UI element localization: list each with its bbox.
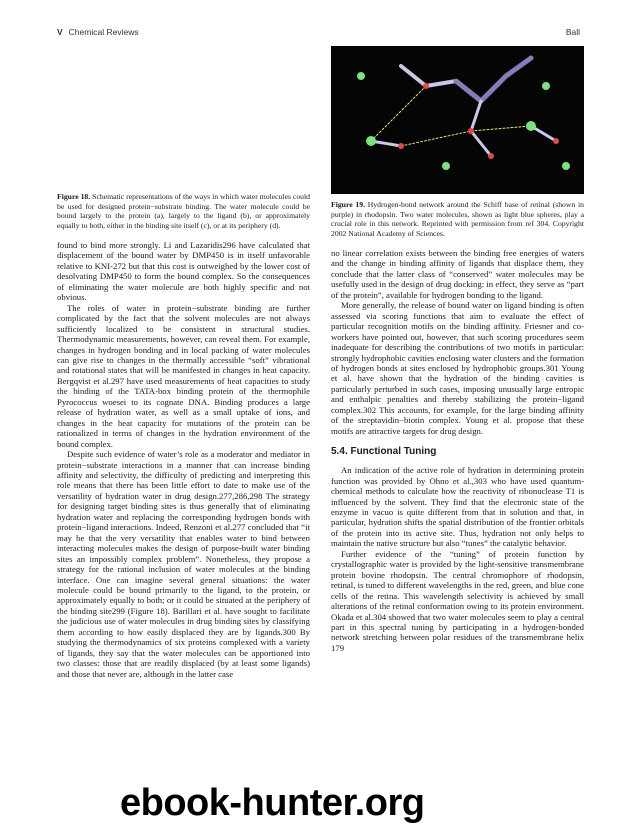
right-column — [331, 46, 584, 653]
molecular-render-icon — [331, 46, 584, 194]
paragraph: The roles of water in protein−substrate binding are further complicated by the fact that the solvent molecules are not always sufficiently localized to be consistent in structural studies. Thermodynamic measurements, however, can reveal them. For example, changes in hydrogen bonding and in local packing of water molecules can give rise to changes in the thermally accessible “soft” vibrational and rotational states that will be manifested in changes in heat capacity. Bergqvist et al.297 have used measurements of heat capacities to study the binding of the TATA-box binding protein of the thermophile Pyrococcus woesei to its cognate DNA. Binding produces a large release of hydration water, as well as a small uptake of ions, and changes in the heat capacity for mutations of the protein can be rationalized in terms of changes in the hydration environment of the bound complex. — [57, 302, 310, 449]
figure-19-caption — [331, 200, 584, 238]
figure-19-image — [331, 46, 584, 194]
figure-19-caption-text: Hydrogen-bond network around the Schiff base of retinal (shown in purple) in rhodopsin. Two water molecules, shown as light blue spheres, play a crucial role in this network. Reprinted with permission from ref 304. Copyright 2002 National Academy of Sciences. — [331, 200, 585, 238]
paragraph: Further evidence of the “tuning” of protein function by crystallographic water is provided by the light-sensitive transmembrane protein bovine rhodopsin. The central chromophore of rhodopsin, retinal, is tuned to different wavelengths in the red, green, and blue cone cells of the retina. This wavelength selectivity is achieved by small alterations of the retinal conformation owing to its protein environment. Okada et al.304 showed that two water molecules seem to play a central part in this spectral tuning by participating in a hydrogen-bonded network stretching between polar residues of the transmembrane helix 179 — [331, 548, 584, 653]
figure-19-label: Figure 19. — [331, 200, 365, 209]
paragraph: Despite such evidence of water’s role as a moderator and mediator in protein−substrate interactions in a manner that can increase binding affinity and selectivity, the difficulty of predicting and interpreting this role means that there has been little effort to date to make use of the versatility of hydration water in drug design.277,286,298 The strategy for designing target binding sites is thus generally that of eliminating hydration water and replacing the corresponding hydrogen bonds with protein−ligand interactions. Indeed, Renzoni et al.277 concluded that “it may be that the very versatility that enables water to bind between interacting molecules makes the design of purpose-built water binding sites an impossibly complex problem”. Nonetheless, they propose a strategy for the rational inclusion of water molecules at the binding interface. One can imagine several general situations: the water molecule could be bound primarily to the ligand, to the protein, or approximately equally to both; or it could be situated at the periphery of the binding site299 (Figure 18). Barillari et al. have sought to facilitate the judicious use of water molecules in drug binding sites by classifying them according to how easily displaced they are by ligands.300 By studying the thermodynamics of six proteins complexed with a variety of ligands, they say that the water molecules can be apportioned into two classes: those that are readily displaced (by at least some ligands) and those that never are, although in the latter case — [57, 449, 310, 679]
watermark: ebook-hunter.org — [120, 782, 425, 824]
paragraph: found to bind more strongly. Li and Lazaridis296 have calculated that displacement of the bound water by DMP450 is in itself unfavorable relative to KNI-272 but that this cost is outweighed by the lower cost of desolvating DMP450 to form the bound complex. So the consequences of eliminating the water molecule are both highly specific and not obvious. — [57, 240, 310, 303]
paragraph: An indication of the active role of hydration in determining protein function was provided by Ohno et al.,303 who have used quantum-chemical methods to calculate how the reactivity of ribonuclease T1 is influenced by the solvent. They find that the electronic state of the enzyme in vacuo is quite different from that in solution and that, in particular, hydration shifts the spatial distribution of the frontier orbitals of the protein into its active site. Thus, hydration not only helps to maintain the native structure but also “tunes” the catalytic behavior. — [331, 465, 584, 549]
running-header — [57, 27, 580, 41]
author-header: Ball — [565, 27, 580, 37]
section-heading: 5.4. Functional Tuning — [331, 446, 437, 458]
figure-18-label: Figure 18. — [57, 192, 91, 201]
figure-18-caption-text: Schematic representations of the ways in which water molecules could be used for designed protein−substrate binding. The water molecule could be bound largely to the protein (a), largely to the ligand (b), or approximately equally to both, either in the binding site itself (c), or at its periphery (d). — [57, 192, 311, 230]
paragraph: More generally, the release of bound water on ligand binding is often assessed via scoring functions that aim to evaluate the effect of particular recognition motifs on the binding affinity. Friesner and co-workers have pointed out, however, that such scoring procedures seem inadequate for describing the contributions of two motifs in particular: strongly hydrophobic cavities enclosing water clusters and the formation of hydrogen bonds at sites enclosed by hydrophobic groups.301 Young et al. have shown that the hydration of the binding cavities is particularly perturbed in such cases, imposing unusually large entropic and enthalpic penalties and thereby stabilizing the protein−ligand complex.302 This accounts, for example, for the large binding affinity of the streptavidin−biotin complex. Young et al. propose that these motifs are attractive targets for drug design. — [331, 300, 584, 436]
page-letter: V — [57, 27, 63, 37]
figure-18-placeholder — [57, 46, 310, 186]
figure-18-caption — [57, 192, 310, 230]
journal-header — [57, 27, 139, 37]
paragraph: no linear correlation exists between the binding free energies of waters and the change in binding affinity of ligands that displace them, they conclude that the latter class of “conserved” water molecules may be usefully used in the design of drug docking: in effect, they serve as “part of the protein”, available for hydrogen bonding to the ligand. — [331, 248, 584, 300]
left-column — [57, 46, 310, 679]
journal-name: Chemical Reviews — [68, 27, 139, 37]
